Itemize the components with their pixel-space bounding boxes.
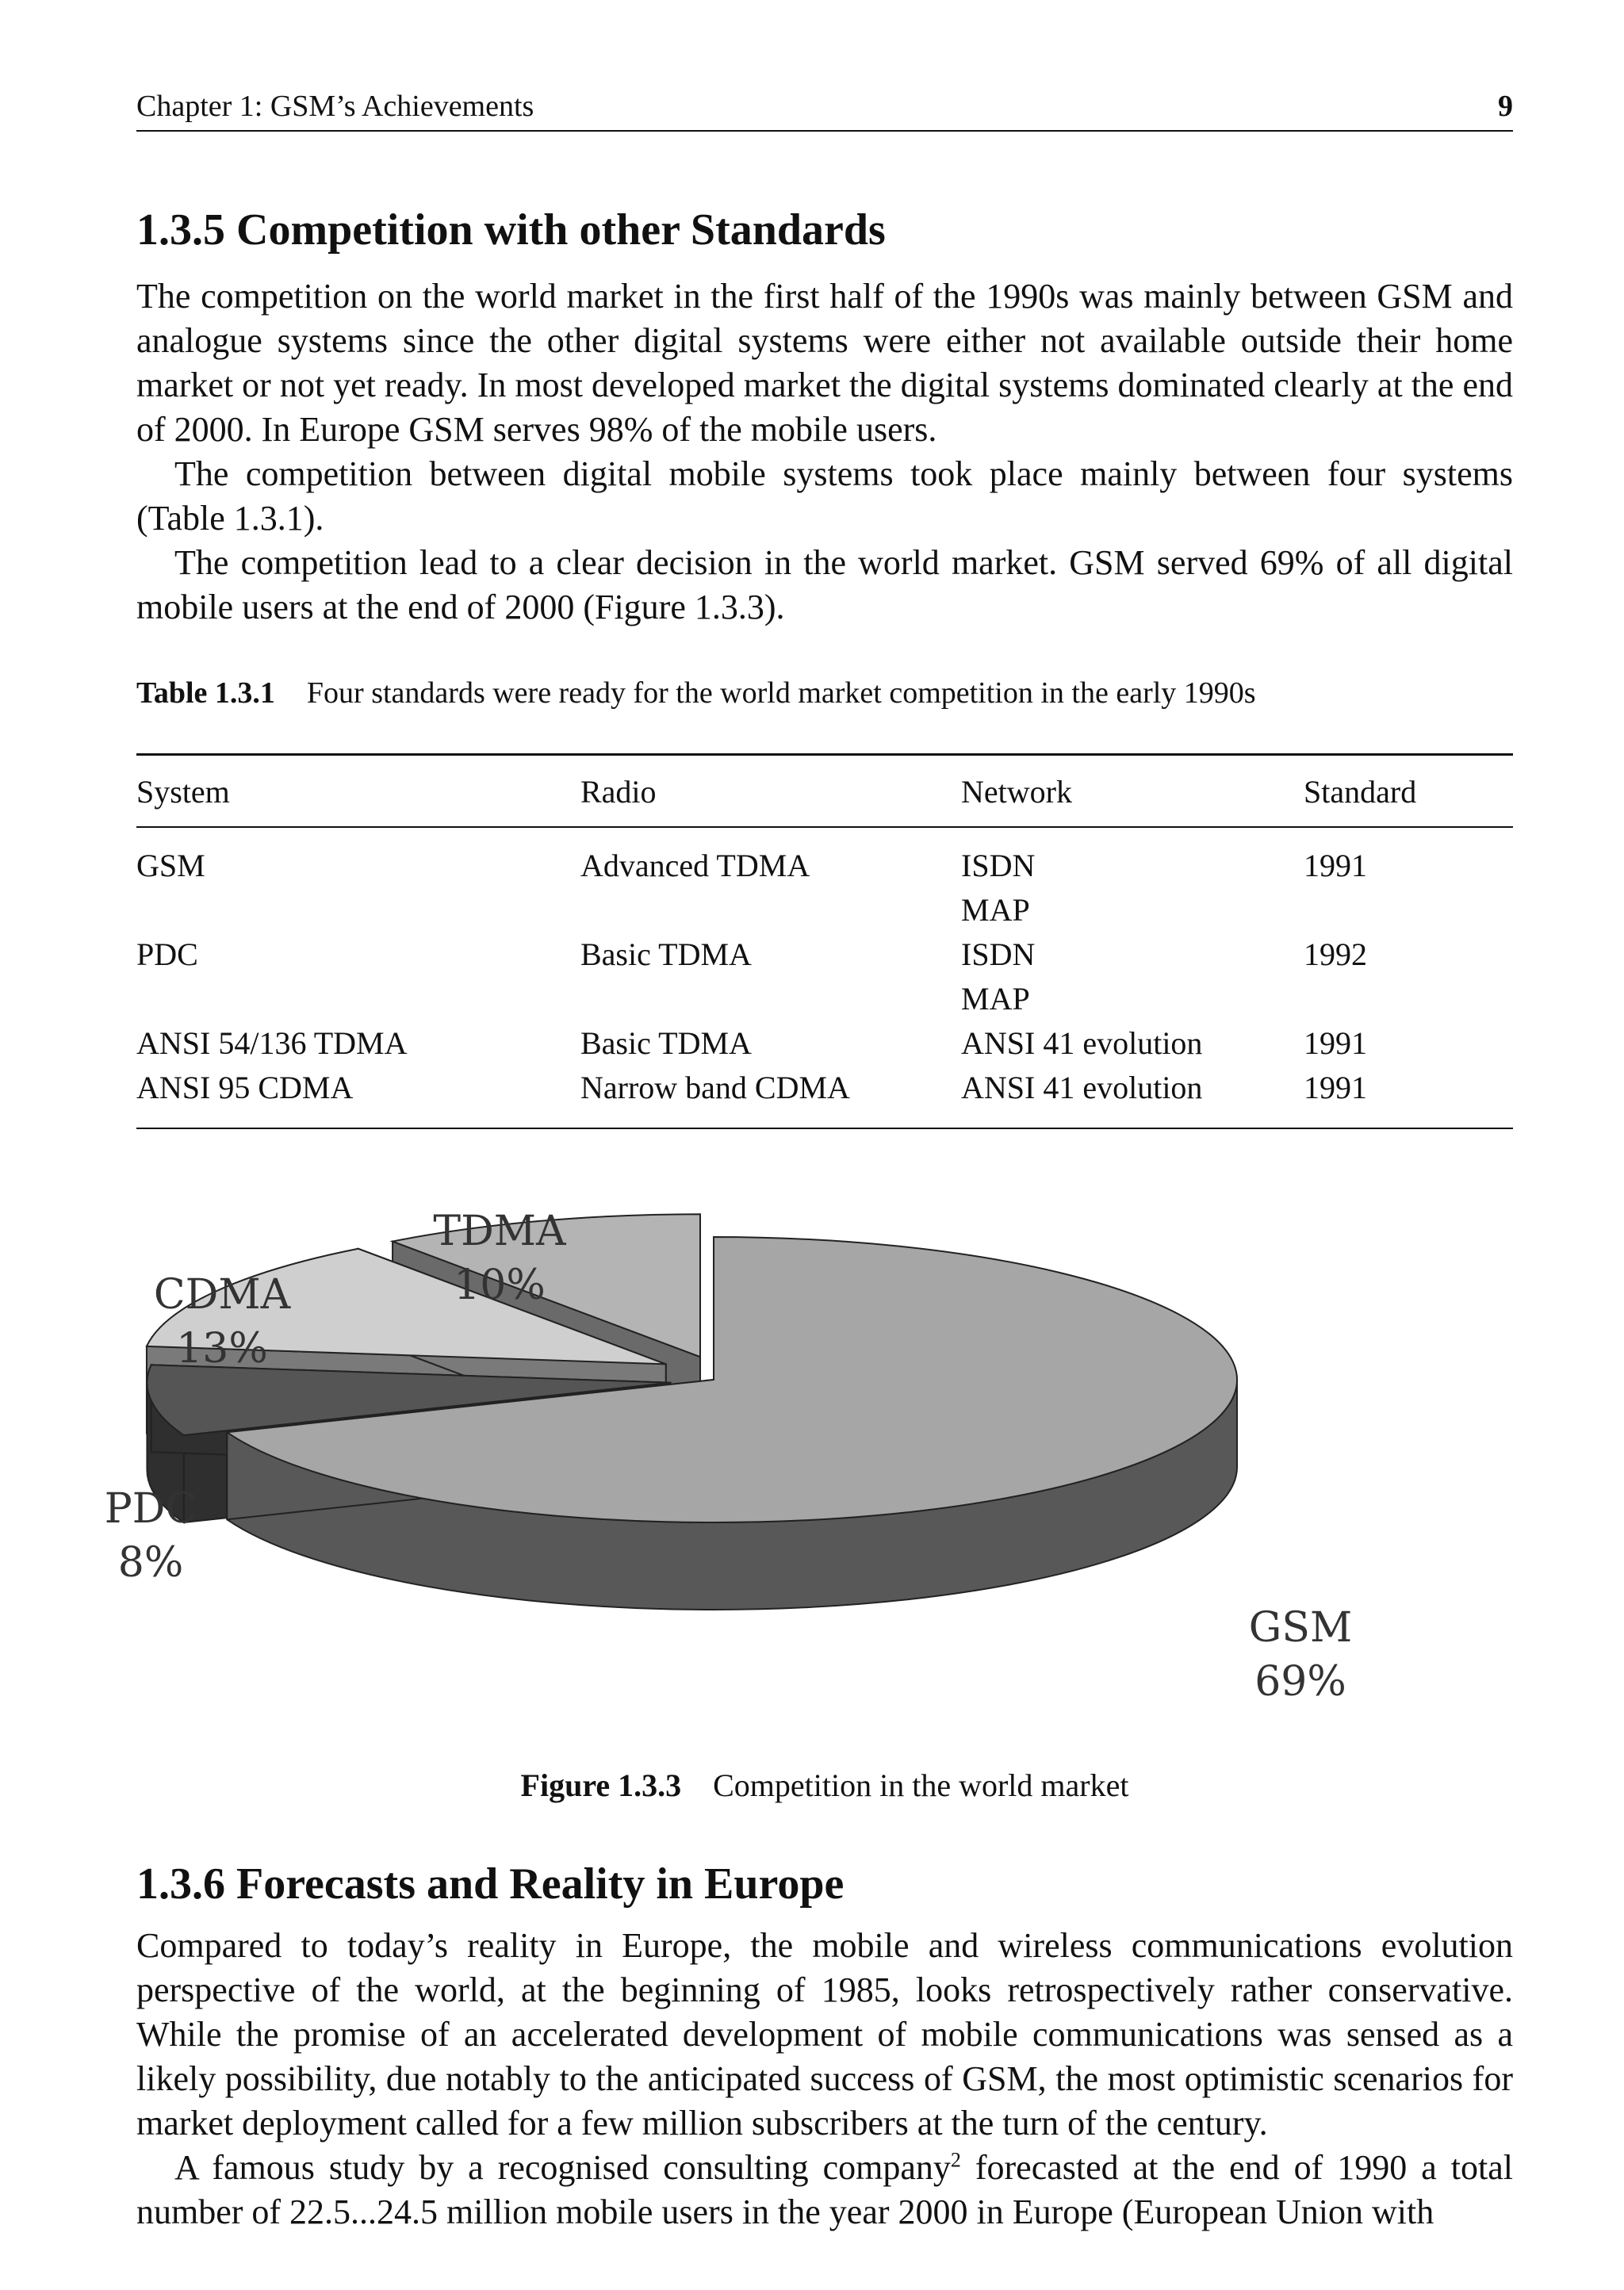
section-heading-1-3-6: 1.3.6 Forecasts and Reality in Europe xyxy=(136,1859,845,1909)
running-header xyxy=(136,86,1513,132)
pie-label-gsm: GSM xyxy=(1248,1604,1353,1652)
pie-label-cdma: CDMA xyxy=(153,1271,291,1319)
table-cell xyxy=(580,977,961,1021)
paragraph-competition-intro: The competition on the world market in the first half of the 1990s was mainly between GSM and analogue systems since the other digital systems were either not available outside their home market or not yet ready. In most developed market the digital systems dominated clearly at the end of 2000. In Europe GSM serves 98% of the mobile users. xyxy=(136,277,1513,449)
table-cell: Basic TDMA xyxy=(580,936,752,972)
table-row xyxy=(136,977,1513,1021)
paragraph-world-decision: The competition lead to a clear decision in the world market. GSM served 69% of all digital mobile users at the end of 2000 (Figure 1.3.3). xyxy=(136,543,1513,626)
column-header-standard: Standard xyxy=(1304,755,1513,828)
column-header-system: System xyxy=(136,755,580,828)
table-cell: ANSI 54/136 TDMA xyxy=(136,1025,408,1061)
table-cell: 1991 xyxy=(1304,848,1367,883)
table-cell: ANSI 95 CDMA xyxy=(136,1070,354,1105)
standards-table xyxy=(136,753,1513,1129)
paragraph-consulting-study xyxy=(136,2146,1513,2234)
table-cell xyxy=(136,888,580,932)
pie-value-gsm: 69% xyxy=(1254,1658,1346,1706)
pie-value-cdma: 13% xyxy=(176,1325,268,1373)
table-row xyxy=(136,1021,1513,1066)
table-cell: MAP xyxy=(961,892,1030,928)
figure-caption xyxy=(136,1767,1513,1804)
table-cell: Basic TDMA xyxy=(580,1025,752,1061)
market-share-pie-chart xyxy=(48,1150,1475,1752)
column-header-radio: Radio xyxy=(580,755,961,828)
table-cell xyxy=(580,888,961,932)
pie-label-tdma: TDMA xyxy=(433,1208,566,1255)
figure-caption-label: Figure 1.3.3 xyxy=(520,1767,682,1803)
table-cell: MAP xyxy=(961,981,1030,1017)
table-cell: 1992 xyxy=(1304,936,1367,972)
table-cell: 1991 xyxy=(1304,1070,1367,1105)
table-cell: GSM xyxy=(136,848,205,883)
table-caption-text: Four standards were ready for the world market competition in the early 1990s xyxy=(306,676,1256,710)
table-cell: ISDN xyxy=(961,936,1036,972)
table-cell: ISDN xyxy=(961,848,1036,883)
figure-caption-text: Competition in the world market xyxy=(713,1767,1129,1803)
table-row xyxy=(136,1066,1513,1128)
column-header-network: Network xyxy=(961,755,1304,828)
section-heading-1-3-5: 1.3.5 Competition with other Standards xyxy=(136,205,886,255)
table-cell: 1991 xyxy=(1304,1025,1367,1061)
pie-label-pdc: PDC xyxy=(104,1485,197,1533)
chapter-title: Chapter 1: GSM’s Achievements xyxy=(136,90,534,123)
table-caption xyxy=(136,676,1256,710)
table-cell xyxy=(1304,888,1513,932)
table-cell: Advanced TDMA xyxy=(580,848,810,883)
table-row xyxy=(136,888,1513,932)
consulting-text-after: forecasted at the end of 1990 a total number of 22.5...24.5 million mobile users in the year 2000 in Europe (European Union with xyxy=(136,2148,1513,2231)
consulting-text-before: A famous study by a recognised consulting company xyxy=(174,2148,951,2187)
pie-value-tdma: 10% xyxy=(454,1262,546,1309)
pie-value-pdc: 8% xyxy=(117,1539,184,1587)
paragraph-forecasts: Compared to today’s reality in Europe, the mobile and wireless communications evolution perspective of the world, at the beginning of 1985, looks retrospectively rather conservative. While the promise of an accelerated development of mobile communications was sensed as a likely possibility, due notably to the anticipated success of GSM, the most optimistic scenarios for market deployment called for a few million subscribers at the turn of the century. xyxy=(136,1926,1513,2143)
table-cell: ANSI 41 evolution xyxy=(961,1025,1203,1061)
table-cell xyxy=(136,977,580,1021)
table-caption-label: Table 1.3.1 xyxy=(136,676,275,710)
table-cell: ANSI 41 evolution xyxy=(961,1070,1203,1105)
footnote-marker: 2 xyxy=(950,2148,961,2172)
table-header-row xyxy=(136,755,1513,828)
table-row xyxy=(136,827,1513,888)
table-cell: Narrow band CDMA xyxy=(580,1070,850,1105)
page-number: 9 xyxy=(1498,90,1513,123)
paragraph-digital-systems: The competition between digital mobile systems took place mainly between four systems (Table 1.3.1). xyxy=(136,454,1513,538)
table-row xyxy=(136,932,1513,977)
table-cell: PDC xyxy=(136,936,198,972)
table-cell xyxy=(1304,977,1513,1021)
